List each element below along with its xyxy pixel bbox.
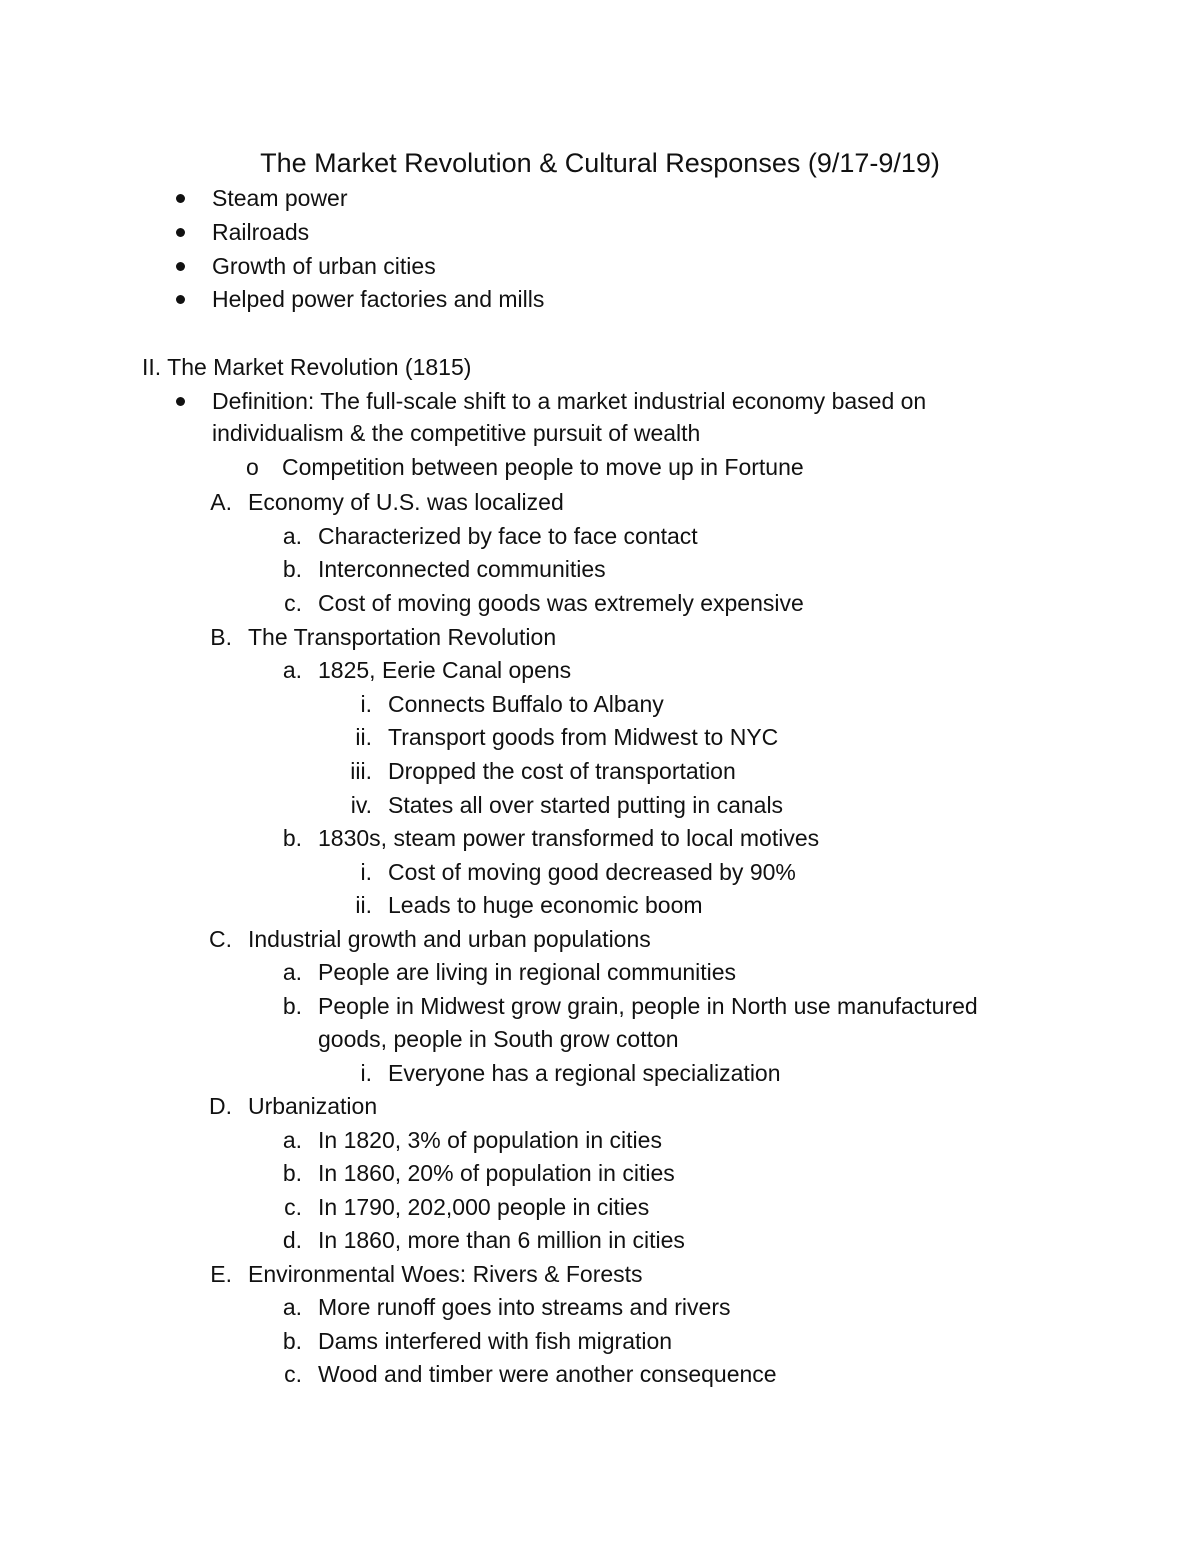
section-a-heading: Economy of U.S. was localized (248, 489, 564, 515)
outline-marker: ii. (355, 892, 372, 918)
outline-marker: b. (282, 1160, 302, 1186)
outline-marker: i. (360, 1060, 372, 1086)
definition-line-2: individualism & the competitive pursuit of wealth (212, 420, 701, 446)
bullet-icon (176, 228, 185, 237)
bullet-icon (176, 397, 185, 406)
outline-marker: d. (282, 1227, 302, 1253)
outline-marker: A. (210, 489, 232, 515)
outline-marker: a. (282, 523, 302, 549)
outline-marker: ii. (355, 724, 372, 750)
outline-marker: c. (284, 1194, 302, 1220)
intro-bullet-1: Steam power (212, 185, 348, 211)
list-item: Transport goods from Midwest to NYC (388, 724, 779, 750)
list-item: In 1790, 202,000 people in cities (318, 1194, 650, 1220)
list-item: Everyone has a regional specialization (388, 1060, 781, 1086)
list-item: Wood and timber were another consequence (318, 1361, 777, 1387)
list-item: Dropped the cost of transportation (388, 758, 736, 784)
list-item: Interconnected communities (318, 556, 606, 582)
list-item: Cost of moving goods was extremely expensive (318, 590, 804, 616)
list-item: Connects Buffalo to Albany (388, 691, 664, 717)
page-title: The Market Revolution & Cultural Responses (9/17-9/19) (260, 148, 940, 178)
list-item: Cost of moving good decreased by 90% (388, 859, 796, 885)
outline-marker: a. (282, 657, 302, 683)
outline-marker: c. (284, 590, 302, 616)
list-item: Dams interfered with fish migration (318, 1328, 673, 1354)
intro-bullet-4: Helped power factories and mills (212, 286, 545, 312)
list-item-continuation: goods, people in South grow cotton (318, 1026, 679, 1052)
section-heading: II. The Market Revolution (1815) (142, 354, 472, 380)
section-d-heading: Urbanization (248, 1093, 378, 1119)
outline-marker: b. (282, 825, 302, 851)
section-c-heading: Industrial growth and urban populations (248, 926, 651, 952)
list-item: 1825, Eerie Canal opens (318, 657, 572, 683)
outline-marker: c. (284, 1361, 302, 1387)
list-item: Leads to huge economic boom (388, 892, 703, 918)
intro-bullet-2: Railroads (212, 219, 310, 245)
list-item: People in Midwest grow grain, people in North use manufactured (318, 993, 978, 1019)
list-item: 1830s, steam power transformed to local motives (318, 825, 820, 851)
section-b-heading: The Transportation Revolution (248, 624, 557, 650)
bullet-icon (176, 194, 185, 203)
outline-marker: B. (210, 624, 232, 650)
list-item: In 1820, 3% of population in cities (318, 1127, 662, 1153)
outline-marker: b. (282, 1328, 302, 1354)
outline-marker: a. (282, 959, 302, 985)
section-e-heading: Environmental Woes: Rivers & Forests (248, 1261, 643, 1287)
list-item: States all over started putting in canals (388, 792, 784, 818)
outline-marker: iii. (350, 758, 372, 784)
outline-marker: i. (360, 691, 372, 717)
outline-marker: E. (210, 1261, 232, 1287)
outline-marker: b. (282, 556, 302, 582)
list-item: People are living in regional communities (318, 959, 737, 985)
outline-marker: C. (209, 926, 232, 952)
outline-marker: D. (209, 1093, 232, 1119)
outline-marker: iv. (350, 792, 372, 818)
list-item: Characterized by face to face contact (318, 523, 698, 549)
list-item: In 1860, 20% of population in cities (318, 1160, 675, 1186)
circle-bullet-marker: o (246, 454, 259, 480)
bullet-icon (176, 262, 185, 271)
outline-marker: a. (282, 1127, 302, 1153)
outline-marker: b. (282, 993, 302, 1019)
definition-sub: Competition between people to move up in Fortune (282, 454, 804, 480)
outline-marker: a. (282, 1294, 302, 1320)
definition-line-1: Definition: The full-scale shift to a market industrial economy based on (212, 388, 927, 414)
list-item: More runoff goes into streams and rivers (318, 1294, 731, 1320)
bullet-icon (176, 295, 185, 304)
list-item: In 1860, more than 6 million in cities (318, 1227, 685, 1253)
outline-marker: i. (360, 859, 372, 885)
intro-bullet-3: Growth of urban cities (212, 253, 436, 279)
